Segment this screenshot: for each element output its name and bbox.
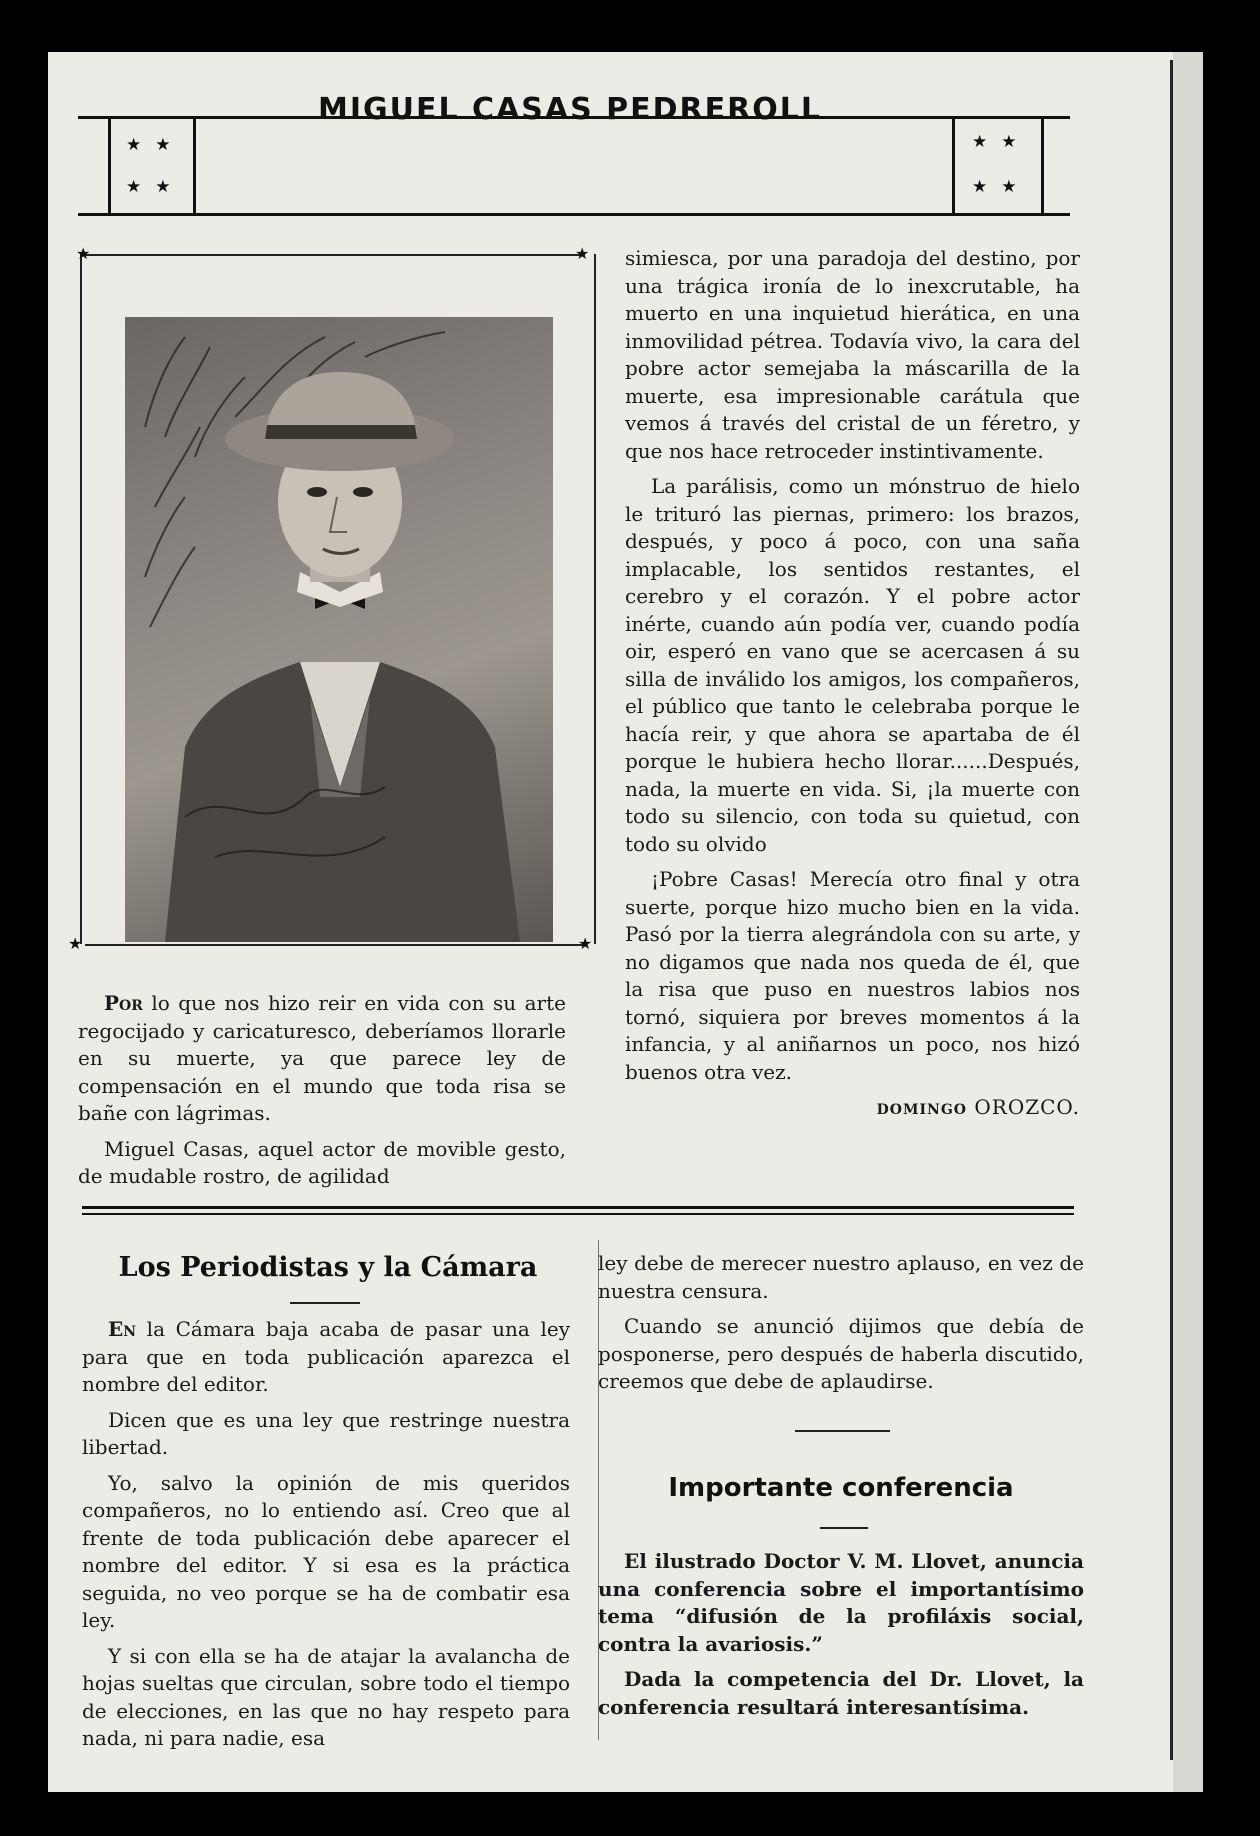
- signature-first-name: DOMINGO: [876, 1102, 967, 1118]
- article1-signature: [625, 1094, 1080, 1125]
- paragraph-text: Y si con ella se ha de atajar la avalancha de hojas sueltas que circulan, sobre todo el tiempo de elecciones, en las que no hay respeto para nada, ni para nadie, esa: [82, 1643, 570, 1750]
- article3-headline: Importante conferencia: [668, 1473, 1014, 1503]
- article1-paragraph: ¡Pobre Casas! Merecía otro final y otra suerte, porque hizo mucho bien en la vida. Pasó por la tierra alegrándola con su arte, y no digamos que nada nos queda de él, que la risa que puso en nuestros labios nos tornó, siquiera por breves momentos á la infancia, y al aniñarnos un poco, nos hizó buenos otra vez.: [625, 867, 1080, 1084]
- article2-paragraph: [82, 1316, 570, 1399]
- article1-paragraph: [78, 990, 566, 1128]
- article1-paragraph: [78, 1136, 566, 1191]
- article2-paragraph: [82, 1407, 570, 1462]
- frame-star-icon: ★: [575, 244, 590, 263]
- portrait-icon: [125, 317, 553, 942]
- article1-left-column: [78, 990, 566, 1199]
- header-star-box-left: [108, 116, 196, 214]
- paragraph-text: Yo, salvo la opinión de mis queridos compañeros, no lo entiendo así. Creo que al frente de toda publicación debe aparecer el nombre del editor. Y si esa es la práctica seguida, no veo porque se ha de combatir esa ley.: [82, 1470, 570, 1632]
- headline-underline: [820, 1527, 868, 1529]
- article2-paragraph: [82, 1470, 570, 1635]
- paragraph-text: Miguel Casas, aquel actor de movible gesto, de mudable rostro, de agilidad: [78, 1136, 566, 1188]
- article2-headline: Los Periodistas y la Cámara: [118, 1252, 538, 1283]
- star-ornament: ★★: [972, 132, 1031, 152]
- header-star-box-right: [952, 116, 1044, 214]
- facing-page-edge: [1173, 52, 1203, 1792]
- article3-paragraph: El ilustrado Doctor V. M. Llovet, anuncia una conferencia sobre el importantísimo tema “difusión de la profiláxis social, contra la avariosis.”: [598, 1549, 1084, 1656]
- drop-lead: En: [108, 1317, 137, 1341]
- portrait-photo: [125, 317, 553, 942]
- binding-spine: [1170, 60, 1173, 1760]
- header-bottom-rule: [78, 213, 1070, 216]
- article2-paragraph: Cuando se anunció dijimos que debía de posponerse, pero después de haberla discutido, creemos que debe de aplaudirse.: [598, 1314, 1084, 1393]
- article3-paragraph: Dada la competencia del Dr. Llovet, la conferencia resultará interesantísima.: [598, 1667, 1084, 1719]
- article2-right-column: [598, 1250, 1084, 1404]
- article1-paragraph: simiesca, por una paradoja del destino, por una trágica ironía de lo inexcrutable, ha muerto en una inquietud hierática, en una inmovilidad pétrea. Todavía vivo, la cara del pobre actor semejaba la máscarilla de la muerte, esa impresionable carátula que vemos á través del cristal de un féretro, y que nos hace retroceder instintivamente.: [625, 246, 1080, 463]
- frame-top-line: [85, 254, 585, 256]
- signature-last-name: OROZCO.: [974, 1095, 1080, 1119]
- drop-lead: Por: [104, 991, 143, 1015]
- star-ornament: ★★: [126, 135, 185, 155]
- paragraph-text: Dicen que es una ley que restringe nuestra libertad.: [82, 1407, 570, 1459]
- article3-column: [598, 1548, 1084, 1729]
- frame-star-icon: ★: [68, 934, 83, 953]
- star-ornament: ★★: [972, 177, 1031, 197]
- section-rule-top: [82, 1206, 1074, 1209]
- paragraph-text: lo que nos hizo reir en vida con su arte regocijado y caricaturesco, deberíamos llorarle en su muerte, ya que parece ley de compensación en el mundo que toda risa se bañe con lágrimas.: [78, 991, 566, 1125]
- section-rule-bottom: [82, 1213, 1074, 1215]
- article1-right-column: [625, 245, 1080, 1125]
- article2-paragraph: [82, 1643, 570, 1753]
- star-ornament: ★★: [126, 177, 185, 197]
- article-separator: [795, 1430, 890, 1432]
- article2-left-column: [82, 1316, 570, 1761]
- headline-underline: [290, 1302, 360, 1304]
- page-title: MIGUEL CASAS PEDREROLL: [318, 92, 822, 127]
- frame-star-icon: ★: [76, 244, 91, 263]
- frame-star-icon: ★: [578, 934, 593, 953]
- article2-paragraph: ley debe de merecer nuestro aplauso, en vez de nuestra censura.: [598, 1251, 1084, 1303]
- paragraph-text: la Cámara baja acaba de pasar una ley para que en toda publicación aparezca el nombre del editor.: [82, 1317, 570, 1396]
- frame-bottom-line: [85, 944, 585, 946]
- article1-paragraph: La parálisis, como un mónstruo de hielo le trituró las piernas, primero: los brazos, después, y poco á poco, con una saña implacable, los sentidos restantes, el cerebro y el corazón. Y el pobre actor inérte, cuando aún podía ver, cuando podía oir, esperó en vano que se acercasen á su silla de inválido los amigos, los compañeros, el público que tanto le celebraba porque le hacía reir, y que ahora se apartaba de él porque le hubiera hecho llorar......Después, nada, la muerte en vida. Si, ¡la muerte con todo su silencio, con toda su quietud, con todo su olvido: [625, 474, 1080, 856]
